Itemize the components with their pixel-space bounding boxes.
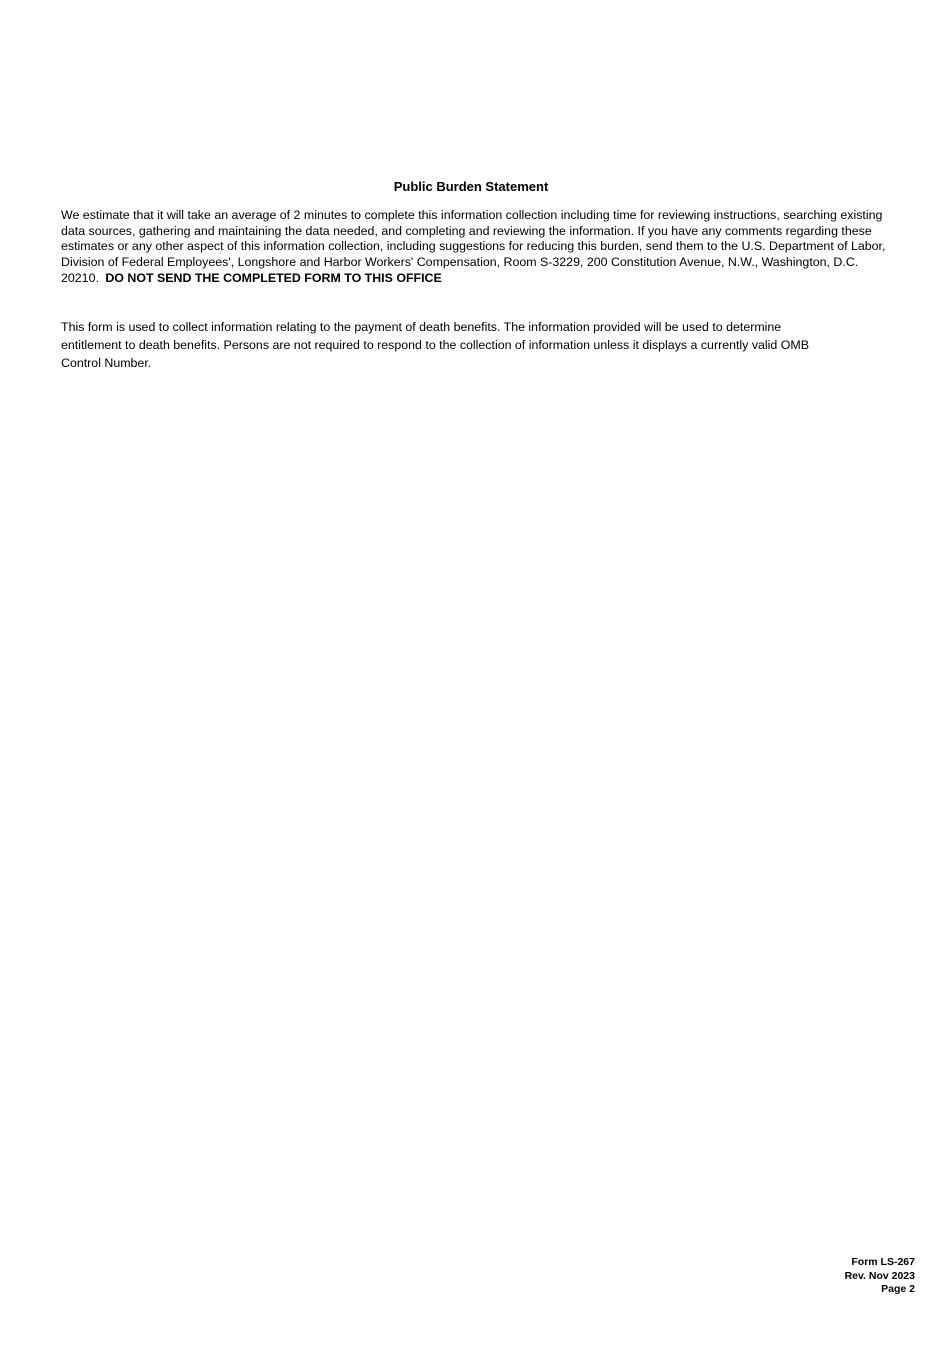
burden-statement-paragraph: [61, 208, 891, 287]
page-number: Page 2: [881, 1283, 915, 1295]
page-title: Public Burden Statement: [393, 179, 549, 194]
burden-warning-text: DO NOT SEND THE COMPLETED FORM TO THIS OFFICE: [105, 270, 442, 285]
form-revision: Rev. Nov 2023: [844, 1269, 915, 1282]
burden-statement-text: We estimate that it will take an average of 2 minutes to complete this information collection including time for reviewing instructions, searching existing data sources, gathering and maintaining the data needed, and completing and reviewing the information. If you have any comments regarding these estimates or any other aspect of this information collection, including suggestions for reducing this burden, send them to the U.S. Department of Labor, Division of Federal Employees', Longshore and Harbor Workers' Compensation, Room S-3229, 200 Constitution Avenue, N.W., Washington, D.C. 20210.: [61, 208, 886, 285]
purpose-paragraph: This form is used to collect information relating to the payment of death benefits. The information provided will be used to determine entitlement to death benefits. Persons are not required to respond to the collection of information unless it displays a currently valid OMB Control Number.: [61, 320, 809, 370]
form-number: Form LS-267: [851, 1256, 915, 1268]
form-footer: [845, 1256, 915, 1297]
